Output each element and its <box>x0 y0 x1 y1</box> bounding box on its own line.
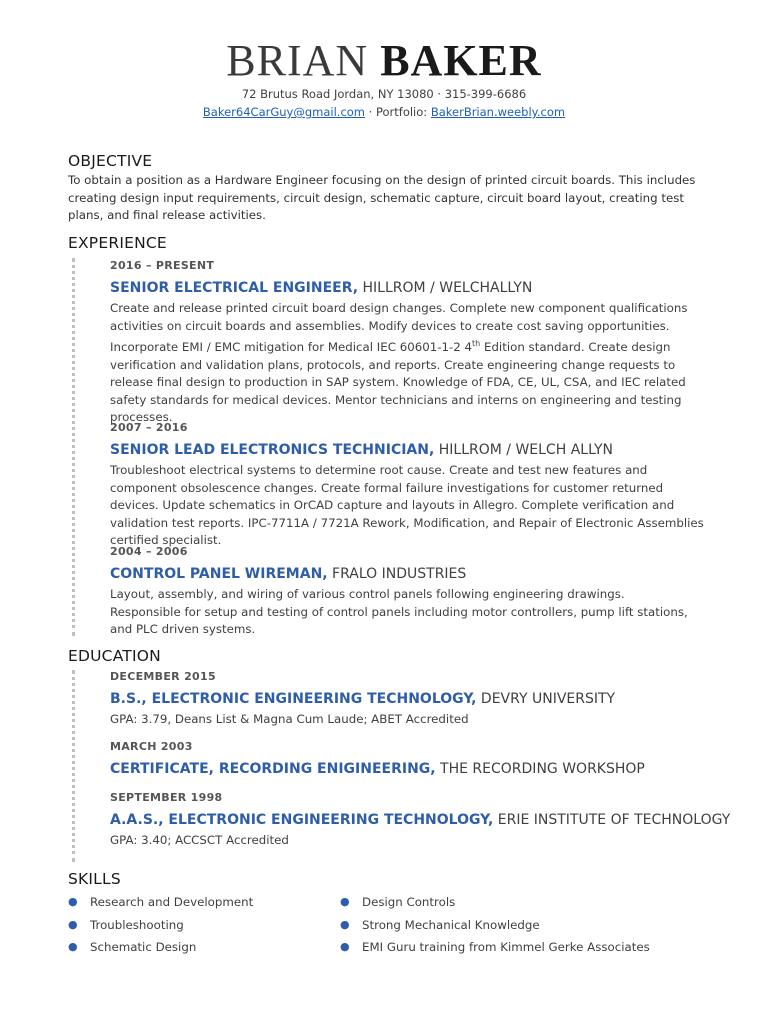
job-description: Troubleshoot electrical systems to determine root cause. Create and test new features and component obsolescence changes. Create formal failure investigations for customer returned devices. Update schematics in OrCAD capture and layouts in Allegro. Complete verification and validation test reports. IPC-7711A / 7721A Rework, Modification, and Repair of Electronic Assemblies certified specialist. <box>110 463 704 548</box>
education-detail: GPA: 3.40; ACCSCT Accredited <box>110 833 289 847</box>
job-title-line <box>110 279 710 297</box>
address-line: 72 Brutus Road Jordan, NY 13080 · 315-399-6686 <box>241 87 527 101</box>
bullet-icon: ● <box>340 895 350 908</box>
job-title-line <box>110 565 710 583</box>
school-name: DEVRY UNIVERSITY <box>476 691 616 707</box>
skill-label: Strong Mechanical Knowledge <box>362 917 540 932</box>
job-description-part: Edition standard. Create design verification and validation plans, protocols, and reports. Create engineering change requests to release final design to production in SAP system. Knowledge of FDA, CE, UL, CSA, and IEC related safety standards for medical devices. Mentor technicians and interns on engineering and testing processes. <box>110 340 686 425</box>
experience-entry <box>110 258 710 427</box>
degree-title: B.S., ELECTRONIC ENGINEERING TECHNOLOGY, <box>110 691 477 707</box>
bullet-icon: ● <box>68 940 78 953</box>
superscript-suffix: th <box>472 339 481 349</box>
last-name: BAKER <box>380 36 542 85</box>
education-timeline <box>72 670 75 862</box>
job-description <box>110 586 710 639</box>
bullet-icon: ● <box>68 917 78 931</box>
job-organization: HILLROM / WELCHALLYN <box>358 280 533 296</box>
skill-item <box>340 917 650 940</box>
entry-date: 2004 – 2006 <box>110 545 188 558</box>
degree-line <box>110 760 710 778</box>
degree-line <box>110 690 710 708</box>
skill-item <box>340 939 650 962</box>
contact-links <box>0 105 768 119</box>
entry-date: 2016 – PRESENT <box>110 259 215 272</box>
entry-date: 2007 – 2016 <box>110 421 188 434</box>
entry-date: MARCH 2003 <box>110 740 193 753</box>
skill-item <box>68 894 253 917</box>
job-title-line <box>110 441 710 459</box>
job-description-line: Layout, assembly, and wiring of various control panels following engineering drawings. <box>110 587 625 601</box>
education-heading: EDUCATION <box>68 647 161 665</box>
experience-heading: EXPERIENCE <box>68 234 167 252</box>
skills-list-right <box>340 894 650 962</box>
experience-entry <box>110 544 710 639</box>
job-description-part: Create and release printed circuit board design changes. Complete new component qualifications activities on circuit boards and assemblies. Modify devices to create cost saving opportunities. Incorporate EMI / EMC mitigation for Medical IEC 60601-1-2 4 <box>110 301 688 355</box>
skill-item <box>340 894 650 917</box>
objective-heading: OBJECTIVE <box>68 152 153 170</box>
education-entry <box>110 790 731 850</box>
skill-label: Design Controls <box>362 895 456 909</box>
first-name: BRIAN <box>226 36 369 85</box>
job-role: SENIOR LEAD ELECTRONICS TECHNICIAN, <box>110 442 435 458</box>
skill-label: EMI Guru training from Kimmel Gerke Associates <box>362 940 650 954</box>
job-role: CONTROL PANEL WIREMAN, <box>110 566 328 582</box>
skill-label: Schematic Design <box>90 940 197 954</box>
entry-date: SEPTEMBER 1998 <box>110 791 223 804</box>
job-description <box>110 300 710 427</box>
objective-text: To obtain a position as a Hardware Engineer focusing on the design of printed circuit boards. This includes creating design input requirements, circuit design, schematic capture, circuit board layout, creating test plans, and final release activities. <box>68 173 696 223</box>
job-description-line: Responsible for setup and testing of control panels including motor controllers, pump lift stations, and PLC driven systems. <box>110 604 688 637</box>
bullet-icon: ● <box>68 895 78 908</box>
portfolio-label: · Portfolio: <box>365 105 431 119</box>
skills-list-left <box>68 894 253 962</box>
bullet-icon: ● <box>340 940 350 953</box>
skill-item <box>68 939 253 962</box>
degree-line <box>110 811 731 829</box>
bullet-icon: ● <box>340 917 350 931</box>
skill-item <box>68 917 253 940</box>
school-name: ERIE INSTITUTE OF TECHNOLOGY <box>493 812 731 828</box>
job-role: SENIOR ELECTRICAL ENGINEER, <box>110 280 359 296</box>
skills-heading: SKILLS <box>68 870 121 888</box>
entry-date: DECEMBER 2015 <box>110 670 216 683</box>
skill-label: Research and Development <box>90 895 254 909</box>
education-detail: GPA: 3.79, Deans List & Magna Cum Laude; ABET Accredited <box>110 712 469 726</box>
education-entry <box>110 669 710 729</box>
school-name: THE RECORDING WORKSHOP <box>435 761 645 777</box>
email-link[interactable]: Baker64CarGuy@gmail.com <box>202 105 366 119</box>
degree-title: A.A.S., ELECTRONIC ENGINEERING TECHNOLOGY, <box>110 812 494 828</box>
degree-title: CERTIFICATE, RECORDING ENIGINEERING, <box>110 761 436 777</box>
experience-entry <box>110 420 710 550</box>
education-entry <box>110 739 710 778</box>
job-organization: HILLROM / WELCH ALLYN <box>434 442 614 458</box>
portfolio-link[interactable]: BakerBrian.weebly.com <box>430 105 566 119</box>
candidate-name <box>0 36 768 86</box>
skill-label: Troubleshooting <box>90 917 184 932</box>
experience-timeline <box>72 258 75 636</box>
job-organization: FRALO INDUSTRIES <box>327 566 467 582</box>
